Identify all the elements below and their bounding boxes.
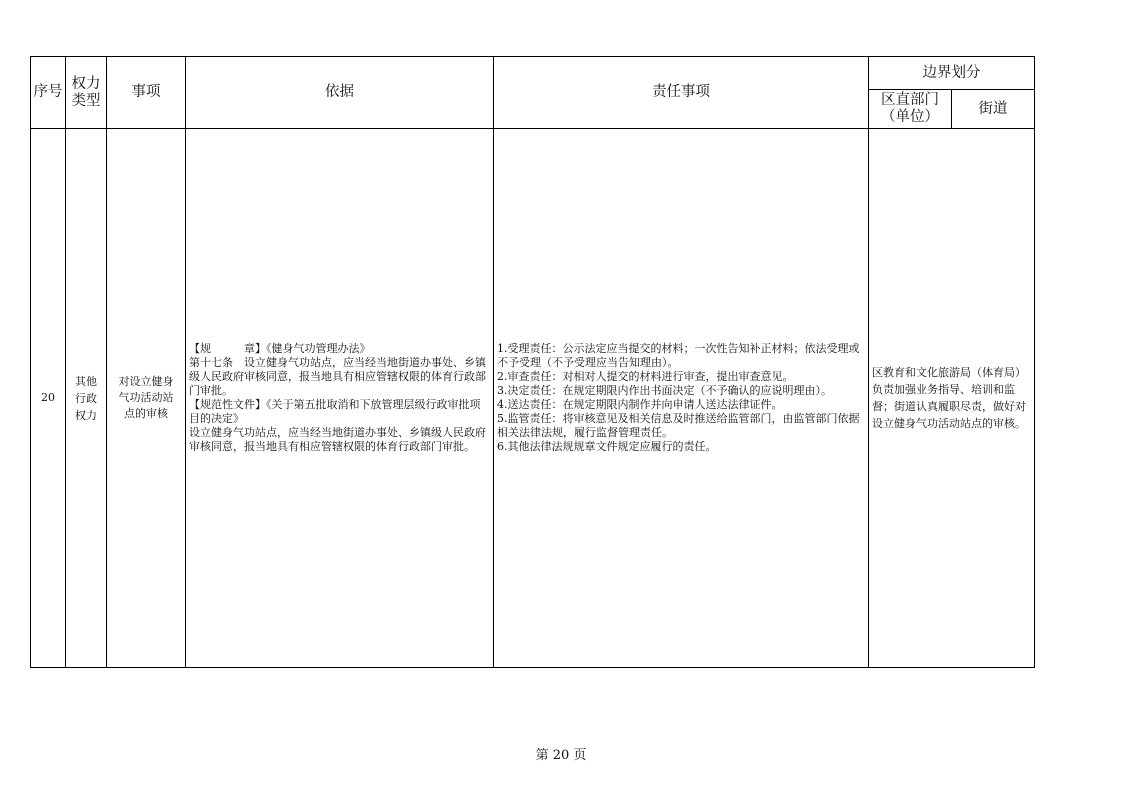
item-value: 对设立健身 气功活动站 点的审核 <box>118 375 174 420</box>
header-district-dept: 区直部门 （单位） <box>869 90 952 129</box>
seq-value: 20 <box>41 391 55 404</box>
header-seq: 序号 <box>31 57 66 129</box>
page-number: 第 20 页 <box>535 748 587 763</box>
header-boundary: 边界划分 <box>869 57 1035 90</box>
header-item: 事项 <box>107 57 186 129</box>
boundary-value: 区教育和文化旅游局（体育局）负责加强业务指导、培训和监督；街道认真履职尽责，做好对设立健身气功活动站点的审核。 <box>872 366 1026 430</box>
header-responsibility: 责任事项 <box>494 57 869 129</box>
cell-responsibility <box>494 129 869 668</box>
cell-power-type <box>66 129 107 668</box>
cell-seq <box>31 129 66 668</box>
cell-item <box>107 129 186 668</box>
responsibility-value: 1.受理责任：公示法定应当提交的材料；一次性告知补正材料；依法受理或不予受理（不予受理应当告知理由）。 2.审查责任：对相对人提交的材料进行审查，提出审查意见。 3.决定责任：在规定期限内作出书面决定（不予确认的应说明理由）。 4.送达责任：在规定期限内制作并向申请人送达法律证件。 5.监管责任：将审核意见及相关信息及时推送给监管部门，由监管部门依据相关法律法规，履行监督管理责任。 6.其他法律法规规章文件规定应履行的责任。 <box>497 342 860 453</box>
header-street: 街道 <box>952 90 1035 129</box>
cell-basis <box>186 129 494 668</box>
power-type-value: 其他 行政 权力 <box>75 374 97 422</box>
cell-boundary <box>869 129 1035 668</box>
header-power-type: 权力 类型 <box>66 57 107 129</box>
responsibility-table <box>30 56 1035 668</box>
header-basis: 依据 <box>186 57 494 129</box>
basis-value: 【规 章】《健身气功管理办法》 第十七条 设立健身气功站点，应当经当地街道办事处、乡镇级人民政府审核同意，报当地具有相应管辖权限的体育行政部门审批。 【规范性文件】《关于第五批取消和下放管理层级行政审批项目的决定》 设立健身气功站点，应当经当地街道办事处、乡镇级人民政府审核同意，报当地具有相应管辖权限的体育行政部门审批。 <box>189 342 486 453</box>
table-row <box>31 129 1035 668</box>
